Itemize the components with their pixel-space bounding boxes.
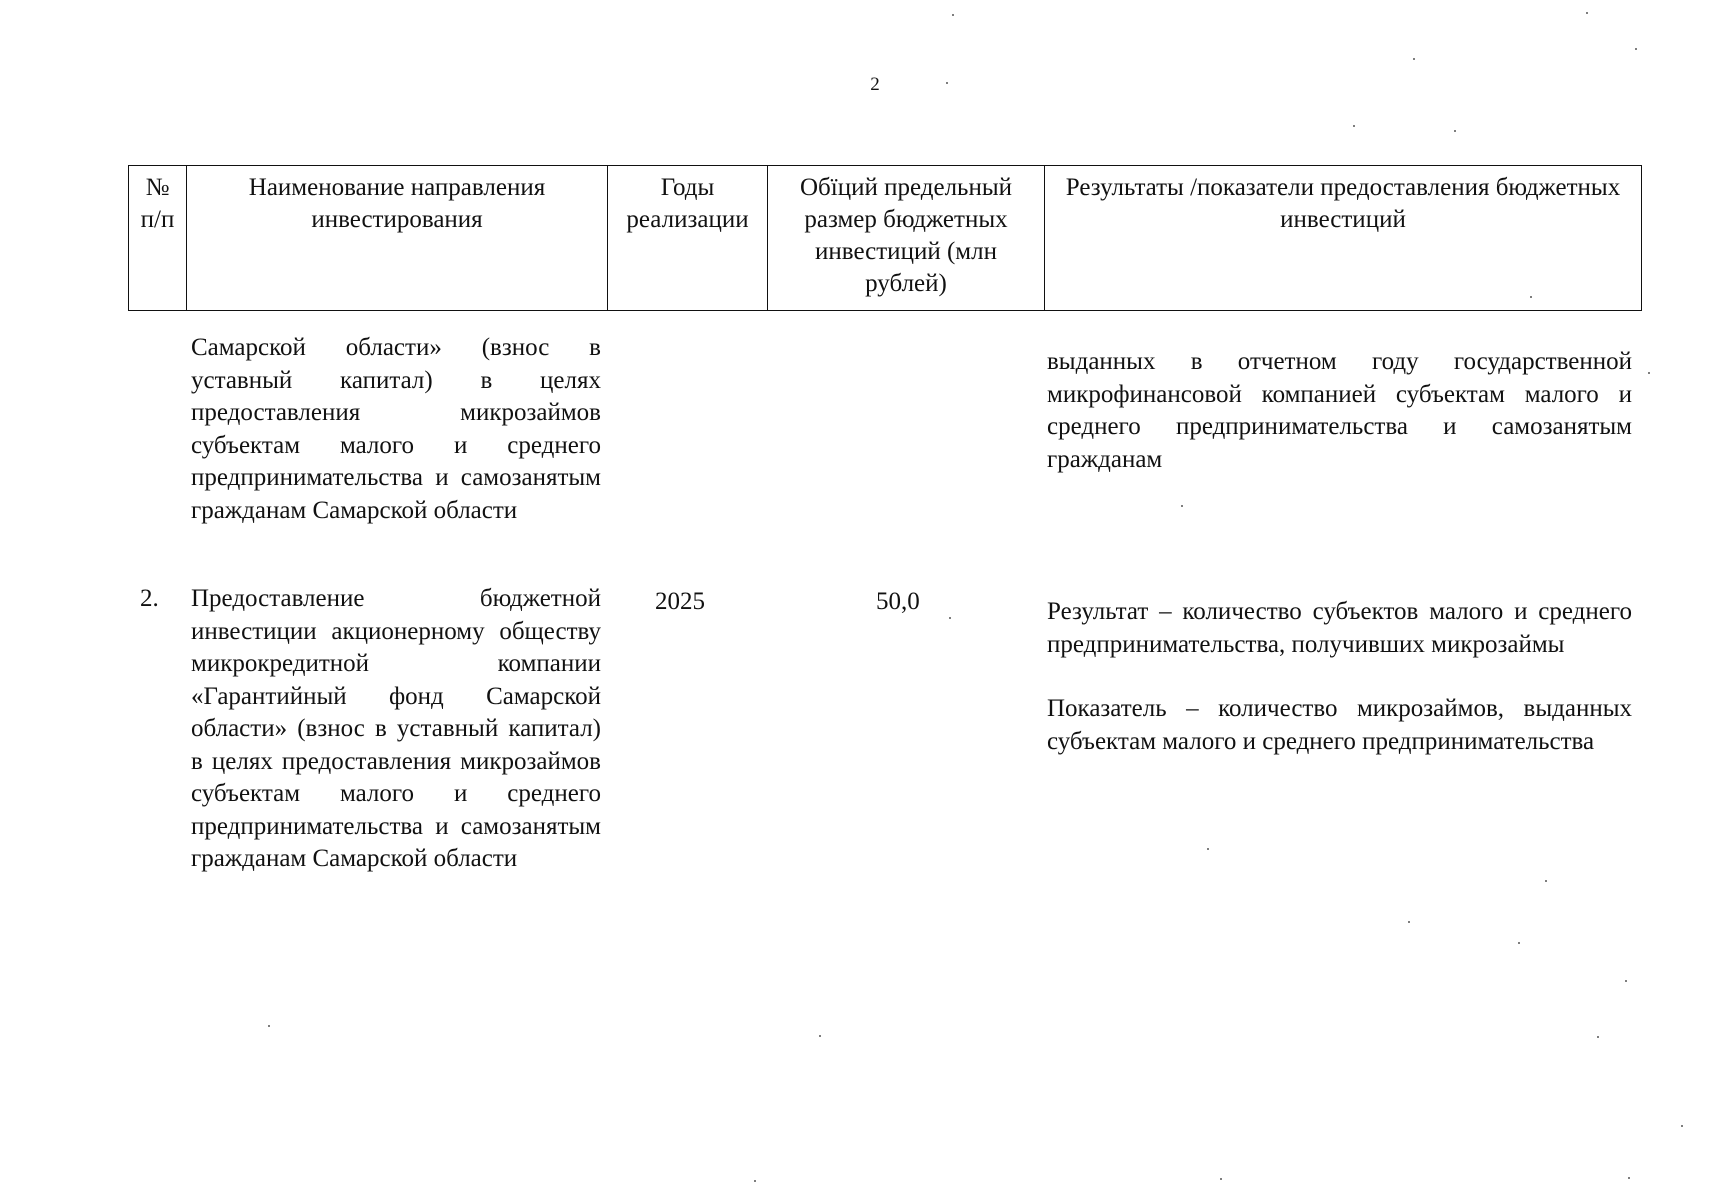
scan-speck <box>1413 58 1415 60</box>
header-name: Наименование направления инвестирования <box>187 166 608 311</box>
row-2-amount: 50,0 <box>876 588 920 615</box>
header-years: Годы реализации <box>608 166 768 311</box>
row-2-year: 2025 <box>655 588 705 615</box>
scan-speck <box>268 1025 270 1027</box>
scan-speck <box>1518 942 1520 944</box>
scan-speck <box>819 1035 821 1037</box>
scan-speck <box>949 617 951 619</box>
scan-speck <box>946 82 948 84</box>
scan-speck <box>754 1180 756 1182</box>
scan-speck <box>1181 505 1183 507</box>
scan-speck <box>1220 1178 1222 1180</box>
scan-speck <box>1454 130 1456 132</box>
scan-speck <box>1597 1036 1599 1038</box>
row-2-number: 2. <box>140 585 159 612</box>
scan-speck <box>1530 296 1532 298</box>
scan-speck <box>1648 372 1650 374</box>
header-amount: Обïций предельный размер бюджетных инвестиций (млн рублей) <box>768 166 1045 311</box>
scan-speck <box>1635 48 1637 50</box>
scan-speck <box>1628 1177 1630 1179</box>
scan-speck <box>1586 12 1588 14</box>
continuation-results-text: выданных в отчетном году государственной микрофинансовой компанией субъектам малого и среднего предпринимательства и самозанятым гражданам <box>1047 348 1632 473</box>
page-number: 2 <box>870 74 880 95</box>
scan-speck <box>1408 921 1410 923</box>
scan-speck <box>1681 1125 1683 1127</box>
continuation-name-text: Самарской области» (взнос в уставный капитал) в целях предоставления микрозаймов субъектам малого и среднего предпринимательства и самозанятым гражданам Самарской области <box>191 334 601 524</box>
table-header <box>128 165 1642 311</box>
header-num: № п/п <box>129 166 187 311</box>
row-2-result-text: Результат – количество субъектов малого и среднего предпринимательства, получивших микрозаймы <box>1047 598 1632 658</box>
row-2-name-text: Предоставление бюджетной инвестиции акционерному обществу микрокредитной компании «Гарантийный фонд Самарской области» (взнос в уставный капитал) в целях предоставления микрозаймов субъектам малого и среднего предпринимательства и самозанятым гражданам Самарской области <box>191 585 601 872</box>
scan-speck <box>1207 848 1209 850</box>
scan-speck <box>1545 880 1547 882</box>
header-results: Результаты /показатели предоставления бюджетных инвестиций <box>1045 166 1642 311</box>
row-2-indicator-text: Показатель – количество микрозаймов, выданных субъектам малого и среднего предпринимательства <box>1047 695 1632 755</box>
scan-speck <box>952 14 954 16</box>
scan-speck <box>1625 980 1627 982</box>
scan-speck <box>1353 125 1355 127</box>
